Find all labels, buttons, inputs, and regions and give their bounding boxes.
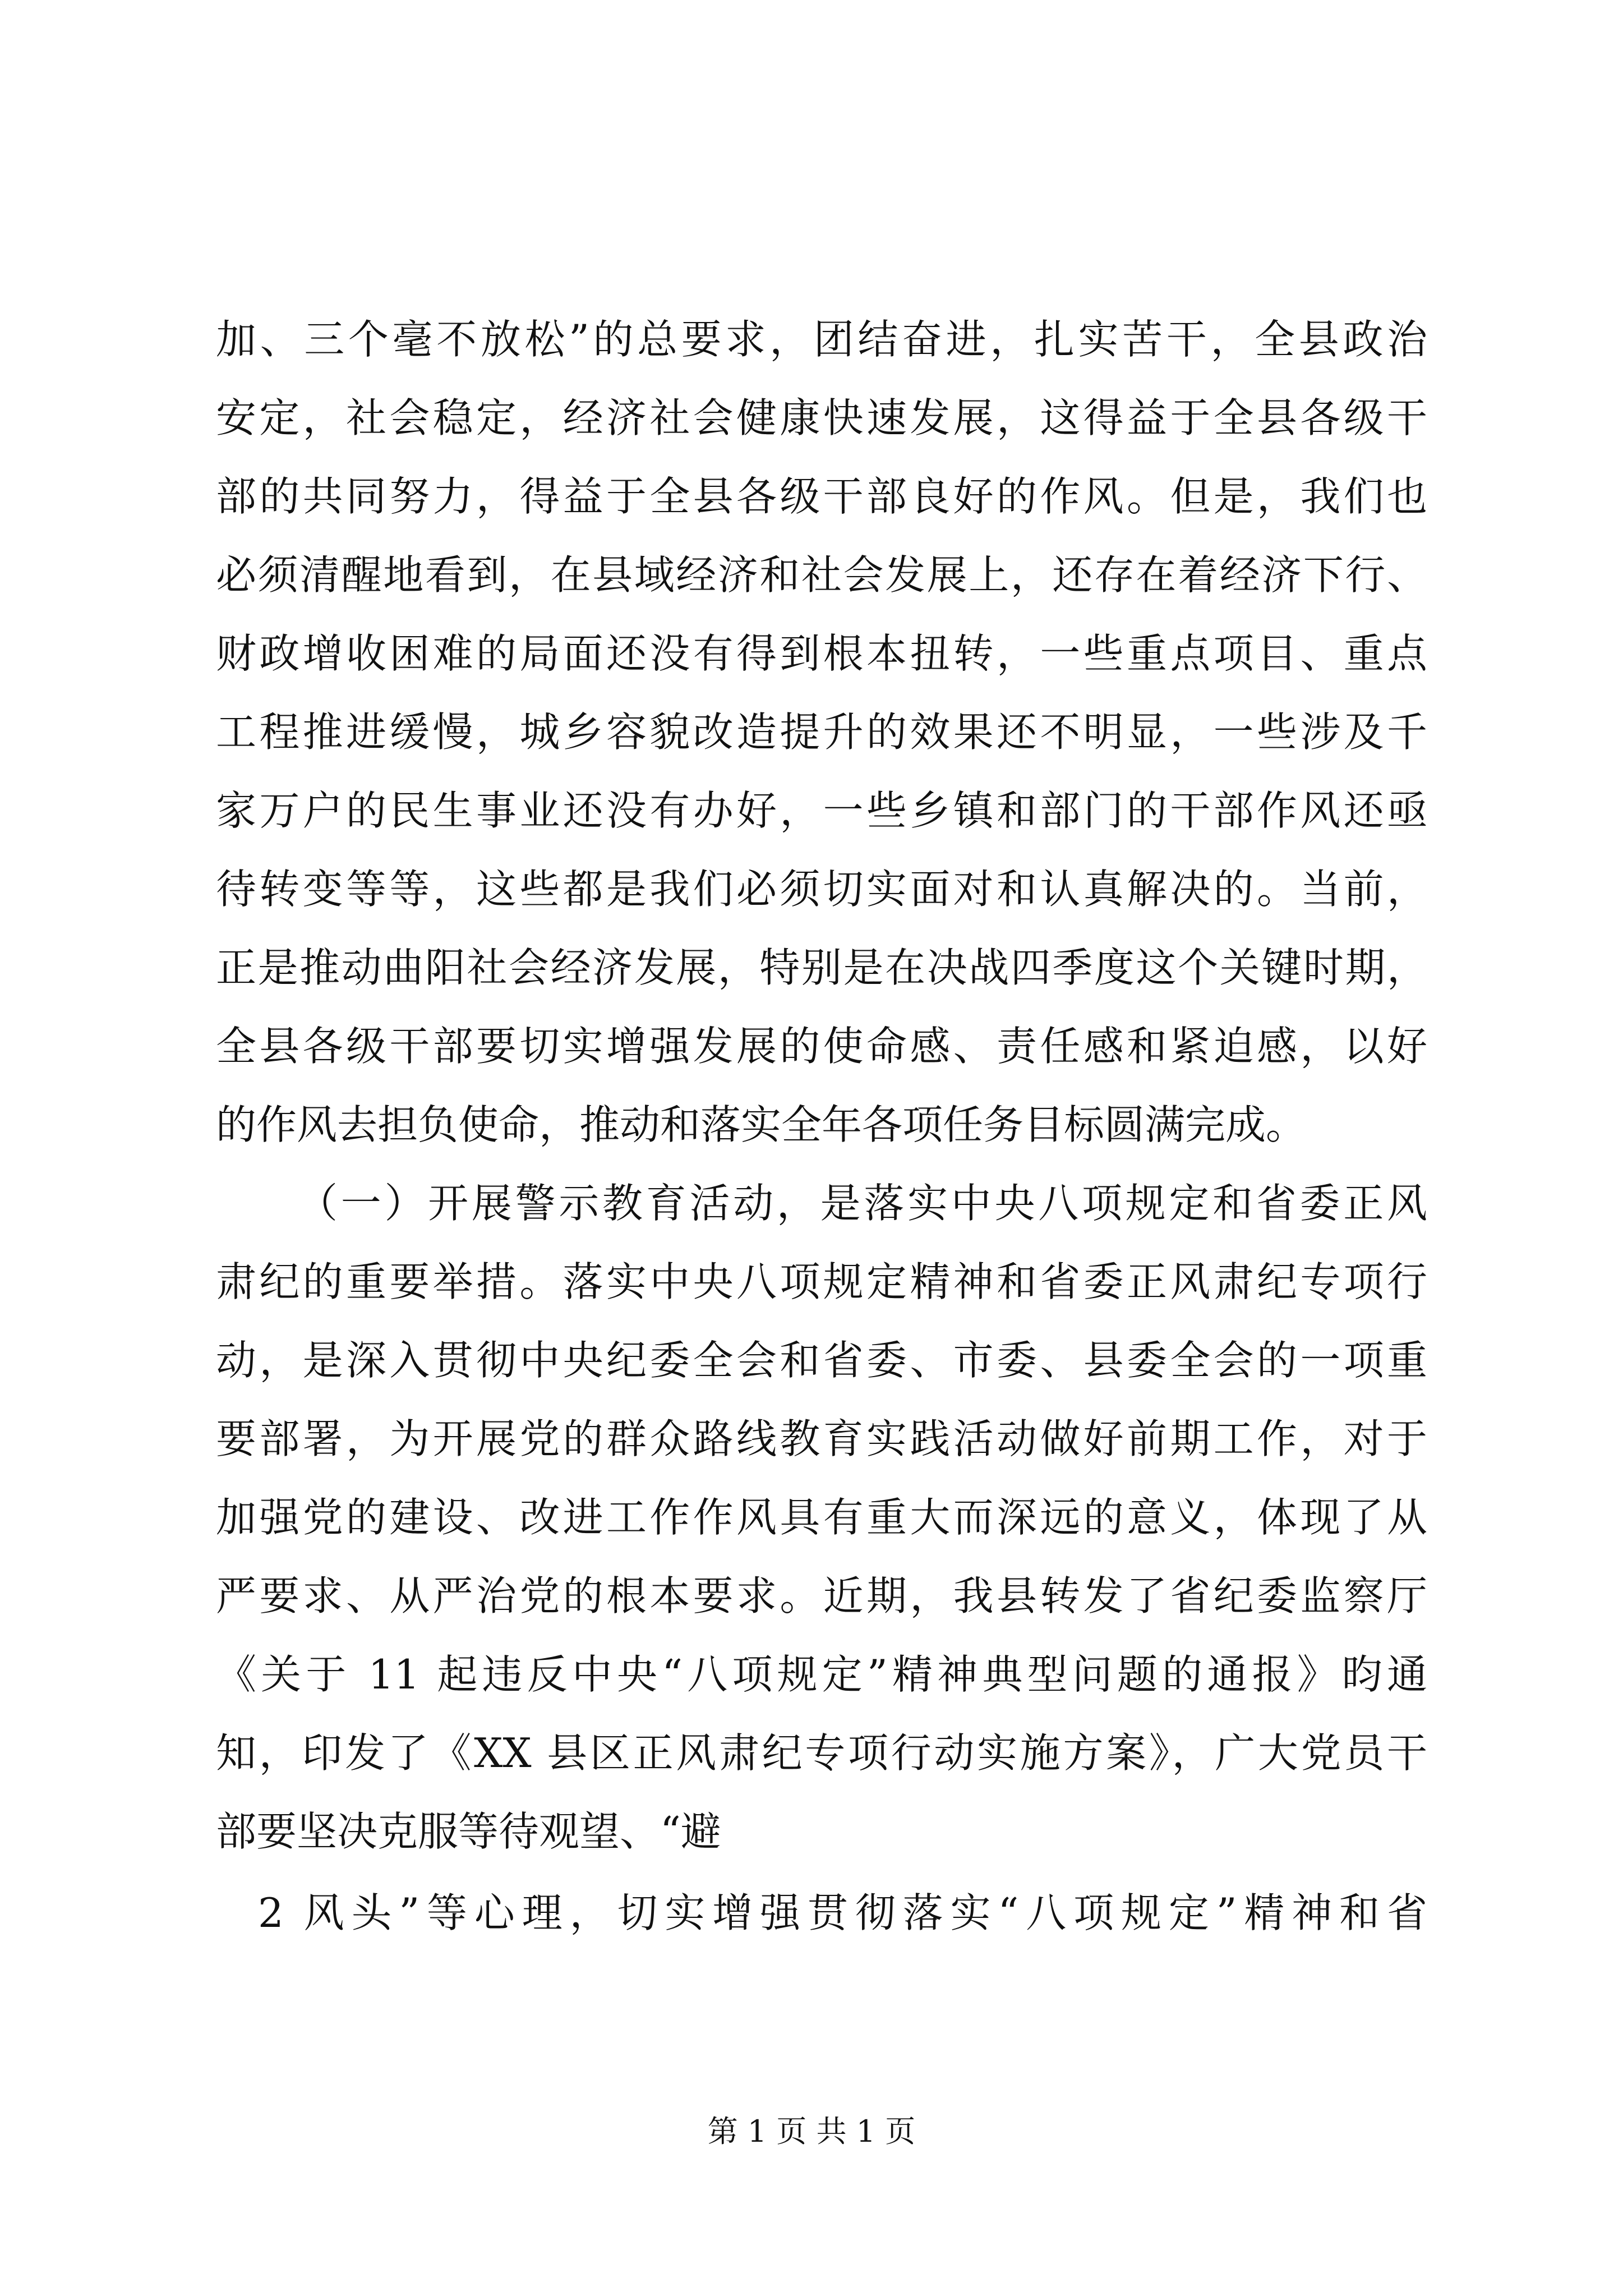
text-line-7: 家万户的民生事业还没有办好，一些乡镇和部门的干部作风还亟 bbox=[216, 787, 1427, 834]
text-line-5: 财政增收困难的局面还没有得到根本扭转，一些重点项目、重点 bbox=[216, 630, 1427, 677]
text-line-6: 工程推进缓慢，城乡容貌改造提升的效果还不明显，一些涉及千 bbox=[216, 708, 1427, 756]
text-line-2: 安定，社会稳定，经济社会健康快速发展，这得益于全县各级干 bbox=[216, 394, 1427, 441]
text-line-21: 2 风头”等心理，切实增强贯彻落实“八项规定”精神和省 bbox=[258, 1889, 1427, 1936]
text-line-11: 的作风去担负使命，推动和落实全年各项任务目标圆满完成。 bbox=[216, 1101, 1307, 1148]
text-line-13: 肃纪的重要举措。落实中央八项规定精神和省委正风肃纪专项行 bbox=[216, 1258, 1427, 1305]
text-line-20: 部要坚决克服等待观望、“避 bbox=[216, 1808, 721, 1855]
text-line-14: 动，是深入贯彻中央纪委全会和省委、市委、县委全会的一项重 bbox=[216, 1337, 1427, 1384]
text-line-3: 部的共同努力，得益于全县各级干部良好的作风。但是，我们也 bbox=[216, 473, 1427, 520]
text-line-18: 《关于 11 起违反中央“八项规定”精神典型问题的通报》昀通 bbox=[216, 1651, 1427, 1698]
text-line-4: 必须清醒地看到，在县域经济和社会发展上，还存在着经济下行、 bbox=[216, 551, 1427, 599]
text-line-19: 知，印发了《XX 县区正风肃纪专项行动实施方案》，广大党员干 bbox=[216, 1729, 1427, 1777]
text-line-9: 正是推动曲阳社会经济发展，特别是在决战四季度这个关键时期， bbox=[216, 944, 1427, 991]
text-line-12: （一）开展警示教育活动，是落实中央八项规定和省委正风 bbox=[297, 1180, 1427, 1227]
text-line-15: 要部署，为开展党的群众路线教育实践活动做好前期工作，对于 bbox=[216, 1415, 1427, 1462]
text-line-1: 加、三个毫不放松”的总要求，团结奋进，扎实苦干，全县政治 bbox=[216, 316, 1427, 363]
text-line-8: 待转变等等，这些都是我们必须切实面对和认真解决的。当前， bbox=[216, 866, 1427, 913]
text-line-10: 全县各级干部要切实增强发展的使命感、责任感和紧迫感，以好 bbox=[216, 1023, 1427, 1070]
text-line-17: 严要求、从严治党的根本要求。近期，我县转发了省纪委监察厅 bbox=[216, 1572, 1427, 1619]
text-line-16: 加强党的建设、改进工作作风具有重大而深远的意义，体现了从 bbox=[216, 1494, 1427, 1541]
page-footer: 第 1 页 共 1 页 bbox=[707, 2114, 916, 2149]
